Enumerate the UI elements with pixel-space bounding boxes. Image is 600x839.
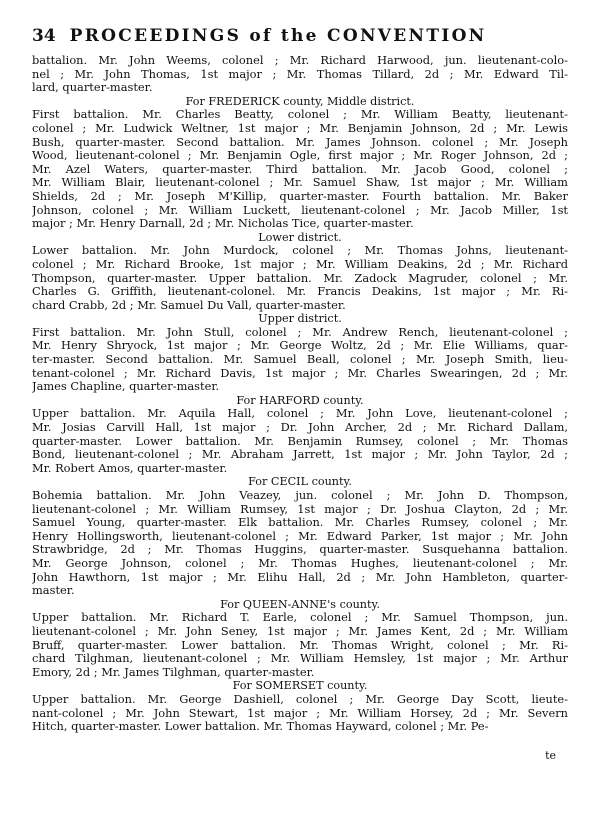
- text-line: major ; Mr. Henry Darnall, 2d ; Mr. Nicholas Tice, quarter-master.: [32, 217, 414, 231]
- text-line: Hitch, quarter-master. Lower battalion. Mr. Thomas Hayward, colonel ; Mr. Pe-: [32, 720, 489, 734]
- text-line: Upper battalion. Mr. George Dashiell, colonel ; Mr. George Day Scott, lieute-: [32, 692, 568, 706]
- text-line: Bond, lieutenant-colonel ; Mr. Abraham Jarrett, 1st major ; Mr. John Taylor, 2d ;: [32, 448, 568, 462]
- text-line: Johnson, colonel ; Mr. William Luckett, lieutenant-colonel ; Mr. Jacob Miller, 1st: [32, 203, 568, 217]
- text-line: ter-master. Second battalion. Mr. Samuel Beall, colonel ; Mr. Joseph Smith, lieu-: [32, 353, 568, 367]
- text-line: colonel ; Mr. Ludwick Weltner, 1st major ; Mr. Benjamin Johnson, 2d ; Mr. Lewis: [32, 121, 568, 135]
- paragraph: [32, 244, 568, 312]
- paragraph: [32, 326, 568, 394]
- text-line: tenant-colonel ; Mr. Richard Davis, 1st major ; Mr. Charles Swearingen, 2d ; Mr.: [32, 366, 568, 380]
- text-line: lieutenant-colonel ; Mr. John Seney, 1st major ; Mr. James Kent, 2d ; Mr. William: [32, 624, 568, 638]
- section-heading: For HARFORD county.: [236, 393, 364, 407]
- text-line: Upper battalion. Mr. Aquila Hall, colonel ; Mr. John Love, lieutenant-colonel ;: [32, 407, 568, 421]
- text-line: Mr. Robert Amos, quarter-master.: [32, 461, 228, 475]
- text-line: Wood, lieutenant-colonel ; Mr. Benjamin Ogle, first major ; Mr. Roger Johnson, 2d ;: [32, 149, 568, 163]
- text-line: Bush, quarter-master. Second battalion. Mr. James Johnson. colonel ; Mr. Joseph: [32, 135, 568, 149]
- text-line: Mr. George Johnson, colonel ; Mr. Thomas Hughes, lieutenant-colonel ; Mr.: [32, 556, 568, 570]
- section-heading: Lower district.: [258, 230, 342, 244]
- text-line: chard Crabb, 2d ; Mr. Samuel Du Vall, quarter-master.: [32, 298, 346, 312]
- text-line: nant-colonel ; Mr. John Stewart, 1st major ; Mr. William Horsey, 2d ; Mr. Severn: [32, 706, 568, 720]
- text-line: battalion. Mr. John Weems, colonel ; Mr. Richard Harwood, jun. lieutenant-colo-: [32, 54, 568, 67]
- section-heading: For SOMERSET county.: [232, 679, 368, 693]
- text-line: Emory, 2d ; Mr. James Tilghman, quarter-master.: [32, 665, 315, 679]
- text-line: Mr. Henry Shryock, 1st major ; Mr. George Woltz, 2d ; Mr. Elie Williams, quar-: [32, 339, 568, 353]
- text-line: Henry Hollingsworth, lieutenant-colonel ; Mr. Edward Parker, 1st major ; Mr. John: [32, 529, 568, 543]
- text-line: Strawbridge, 2d ; Mr. Thomas Huggins, quarter-master. Susquehanna battalion.: [32, 543, 568, 557]
- text-line: lieutenant-colonel ; Mr. William Rumsey, 1st major ; Dr. Joshua Clayton, 2d ; Mr.: [32, 502, 568, 516]
- text-line: Lower battalion. Mr. John Murdock, colonel ; Mr. Thomas Johns, lieutenant-: [32, 244, 568, 258]
- text-line: Bruff, quarter-master. Lower battalion. Mr. Thomas Wright, colonel ; Mr. Ri-: [32, 638, 568, 652]
- text-line: Samuel Young, quarter-master. Elk battalion. Mr. Charles Rumsey, colonel ; Mr.: [32, 516, 568, 530]
- text-line: lard, quarter-master.: [32, 81, 153, 95]
- text-line: Mr. Azel Waters, quarter-master. Third battalion. Mr. Jacob Good, colonel ;: [32, 162, 568, 176]
- text-line: chard Tilghman, lieutenant-colonel ; Mr. William Hemsley, 1st major ; Mr. Arthur: [32, 652, 568, 666]
- section-heading: For QUEEN-ANNE's county.: [220, 597, 380, 611]
- section-heading: For FREDERICK county, Middle district.: [185, 94, 415, 108]
- text-line: James Chapline, quarter-master.: [32, 380, 220, 394]
- text-line: Upper battalion. Mr. Richard T. Earle, colonel ; Mr. Samuel Thompson, jun.: [32, 611, 568, 625]
- page-header: [32, 26, 568, 50]
- catchword: te: [545, 749, 556, 762]
- text-line: Mr. William Blair, lieutenant-colonel ; Mr. Samuel Shaw, 1st major ; Mr. William: [32, 176, 568, 190]
- text-line: colonel ; Mr. Richard Brooke, 1st major ; Mr. William Deakins, 2d ; Mr. Richard: [32, 257, 568, 271]
- text-line: Thompson, quarter-master. Upper battalion. Mr. Zadock Magruder, colonel ; Mr.: [32, 271, 568, 285]
- text-line: First battalion. Mr. Charles Beatty, colonel ; Mr. William Beatty, lieutenant-: [32, 108, 568, 122]
- text-line: master.: [32, 584, 75, 598]
- section-heading: Upper district.: [258, 312, 342, 326]
- page-number: 34: [32, 26, 56, 46]
- paragraph: [32, 54, 568, 95]
- running-title: PROCEEDINGS of the CONVENTION: [69, 26, 487, 46]
- paragraph: [32, 611, 568, 679]
- text-line: First battalion. Mr. John Stull, colonel ; Mr. Andrew Rench, lieutenant-colonel ;: [32, 325, 568, 339]
- paragraph: [32, 407, 568, 475]
- text-line: Bohemia battalion. Mr. John Veazey, jun. colonel ; Mr. John D. Thompson,: [32, 489, 568, 502]
- text-line: Charles G. Griffith, lieutenant-colonel. Mr. Francis Deakins, 1st major ; Mr. Ri-: [32, 285, 568, 299]
- section-heading: For CECIL county.: [248, 475, 352, 489]
- text-line: John Hawthorn, 1st major ; Mr. Elihu Hall, 2d ; Mr. John Hambleton, quarter-: [32, 570, 568, 584]
- text-line: nel ; Mr. John Thomas, 1st major ; Mr. Thomas Tillard, 2d ; Mr. Edward Til-: [32, 67, 568, 81]
- text-line: Shields, 2d ; Mr. Joseph M'Killip, quarter-master. Fourth battalion. Mr. Baker: [32, 189, 568, 203]
- paragraph: [32, 108, 568, 230]
- paragraph: [32, 693, 568, 734]
- text-line: quarter-master. Lower battalion. Mr. Benjamin Rumsey, colonel ; Mr. Thomas: [32, 434, 568, 448]
- document-body: [32, 54, 568, 734]
- text-line: Mr. Josias Carvill Hall, 1st major ; Dr. John Archer, 2d ; Mr. Richard Dallam,: [32, 421, 568, 435]
- paragraph: [32, 489, 568, 598]
